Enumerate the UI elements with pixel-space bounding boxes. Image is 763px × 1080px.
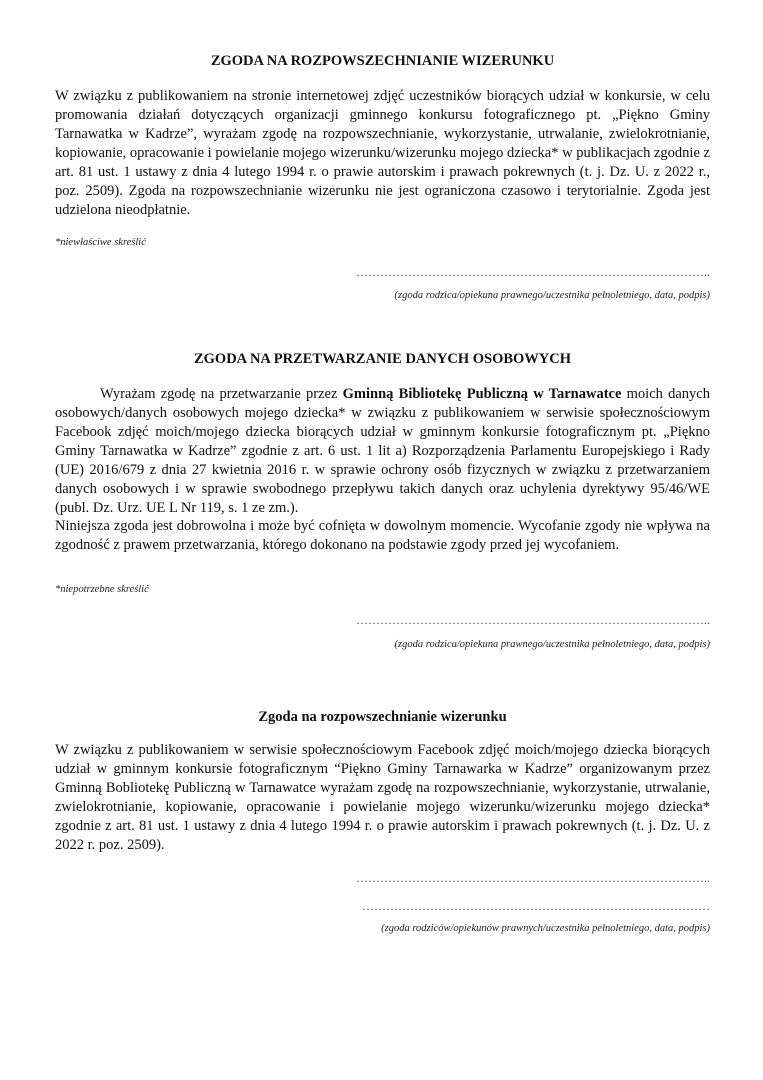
section3-signature-line-2: …………………………………………………………………………… (362, 900, 710, 912)
section3-signature-line-1: …………………………………………………………………………….. (356, 872, 710, 884)
section2-body (55, 385, 710, 518)
section1-title: ZGODA NA ROZPOWSZECHNIANIE WIZERUNKU (210, 53, 555, 69)
section3-body: W związku z publikowaniem w serwisie społecznościowym Facebook zdjęć moich/mojego dziecka biorących udział w gminnym konkursie fotograficznym “Piękno Gminy Tarnawarka w Kadrze” organizowanym przez Gminną Bobliotekę Publiczną w Tarnawatce wyrażam zgodę na rozpowszechnianie, wykorzystanie, utrwalanie, zwielokrotnianie, kopiowanie, opracowanie i powielanie mojego wizerunku/wizerunku mojego dziecka* zgodnie z art. 81 ust. 1 ustawy z dnia 4 lutego 1994 r. o prawie autorskim i prawach pokrewnych (t. j. Dz. U. z 2022 r. poz. 2509). (55, 742, 710, 853)
section1-signature-caption: (zgoda rodzica/opiekuna prawnego/uczestnika pełnoletniego, data, podpis) (394, 290, 710, 301)
section1-footnote: *niewłaściwe skreślić (55, 237, 146, 248)
section2-body-suffix: moich danych osobowych/danych osobowych mojego dziecka* w związku z publikowaniem w serwisie społecznościowym Facebook zdjęć moich/mojego dziecka biorących udział w gminnym konkursie fotograficznym pt. „Piękno Gminy Tarnawatka w Kadrze” zgodnie z art. 6 ust. 1 lit a) Rozporządzenia Parlamentu Europejskiego i Rady (UE) 2016/679 z dnia 27 kwietnia 2016 r. w sprawie ochrony osób fizycznych w związku z przetwarzaniem danych osobowych i w sprawie swobodnego przepływu takich danych oraz uchylenia dyrektywy 95/46/WE (publ. Dz. Urz. UE L Nr 119, s. 1 ze zm.). (55, 386, 710, 516)
section2-title: ZGODA NA PRZETWARZANIE DANYCH OSOBOWYCH (193, 351, 572, 367)
section1-signature-line: …………………………………………………………………………….. (356, 266, 710, 278)
section2-body2: Niniejsza zgoda jest dobrowolna i może być cofnięta w dowolnym momencie. Wycofanie zgody nie wpływa na zgodność z prawem przetwarzania, którego dokonano na podstawie zgody przed jej wycofaniem. (55, 518, 710, 553)
section2-body-bold: Gminną Bibliotekę Publiczną w Tarnawatce (342, 386, 622, 402)
section2-body-prefix: Wyrażam zgodę na przetwarzanie przez (100, 386, 343, 402)
section3-signature-caption: (zgoda rodziców/opiekunów prawnych/uczestnika pełnoletniego, data, podpis) (381, 923, 710, 934)
section2-footnote: *niepotrzebne skreślić (55, 584, 149, 595)
section3-title: Zgoda na rozpowszechnianie wizerunku (258, 709, 507, 725)
section2-signature-line: …………………………………………………………………………….. (356, 614, 710, 626)
section2-signature-caption: (zgoda rodzica/opiekuna prawnego/uczestnika pełnoletniego, data, podpis) (394, 639, 710, 650)
section1-body: W związku z publikowaniem na stronie internetowej zdjęć uczestników biorących udział w konkursie, w celu promowania działań dotyczących organizacji gminnego konkursu fotograficznego pt. „Piękno Gminy Tarnawatka w Kadrze”, wyrażam zgodę na rozpowszechnianie, wykorzystanie, utrwalanie, zwielokrotnianie, kopiowanie, opracowanie i powielanie mojego wizerunku/wizerunku mojego dziecka* w publikacjach zgodnie z art. 81 ust. 1 ustawy z dnia 4 lutego 1994 r. o prawie autorskim i prawach pokrewnych (t. j. Dz. U. z 2022 r., poz. 2509). Zgoda na rozpowszechnianie wizerunku nie jest ograniczona czasowo i terytorialnie. Zgoda jest udzielona nieodpłatnie. (55, 88, 710, 218)
